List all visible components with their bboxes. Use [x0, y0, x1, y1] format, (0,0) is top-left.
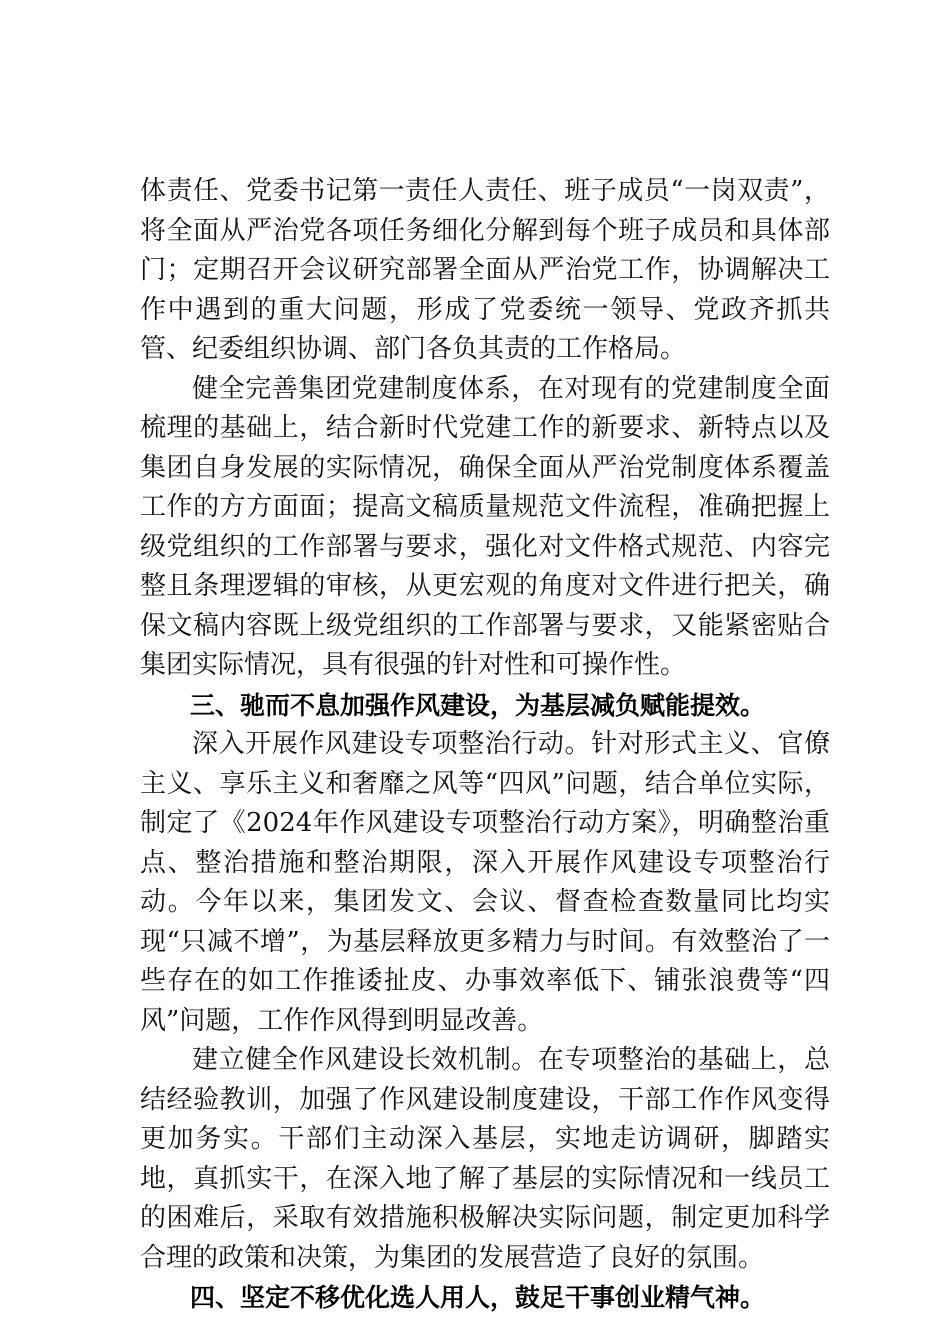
- section-heading-4: 四、坚定不移优化选人用人，鼓足干事创业精气神。: [190, 1283, 766, 1312]
- section-heading-3: 三、驰而不息加强作风建设，为基层减负赋能提效。: [190, 690, 766, 720]
- document-body: [140, 172, 830, 1318]
- paragraph-continuation: 体责任、党委书记第一责任人责任、班子成员“一岗双责”，将全面从严治党各项任务细化分解到每个班子成员和具体部门；定期召开会议研究部署全面从严治党工作，协调解决工作中遇到的重大问题，形成了党委统一领导、党政齐抓共管、纪委组织协调、部门各负其责的工作格局。: [140, 176, 830, 364]
- paragraph-long-term-mechanism: 建立健全作风建设长效机制。在专项整治的基础上，总结经验教训，加强了作风建设制度建设，干部工作作风变得更加务实。干部们主动深入基层，实地走访调研，脚踏实地，真抓实干，在深入地了解了基层的实际情况和一线员工的困难后，采取有效措施积极解决实际问题，制定更加科学合理的政策和决策，为集团的发展营造了良好的氛围。: [140, 1045, 830, 1273]
- paragraph-rectification: 深入开展作风建设专项整治行动。针对形式主义、官僚主义、享乐主义和奢靡之风等“四风”问题，结合单位实际，制定了《2024年作风建设专项整治行动方案》，明确整治重点、整治措施和整治期限，深入开展作风建设专项整治行动。今年以来，集团发文、会议、督查检查数量同比均实现“只减不增”，为基层释放更多精力与时间。有效整治了一些存在的如工作推诿扯皮、办事效率低下、铺张浪费等“四风”问题，工作作风得到明显改善。: [140, 729, 830, 1036]
- paragraph-party-system: 健全完善集团党建制度体系，在对现有的党建制度全面梳理的基础上，结合新时代党建工作的新要求、新特点以及集团自身发展的实际情况，确保全面从严治党制度体系覆盖工作的方方面面；提高文稿质量规范文件流程，准确把握上级党组织的工作部署与要求，强化对文件格式规范、内容完整且条理逻辑的审核，从更宏观的角度对文件进行把关，确保文稿内容既上级党组织的工作部署与要求，又能紧密贴合集团实际情况，具有很强的针对性和可操作性。: [140, 373, 830, 680]
